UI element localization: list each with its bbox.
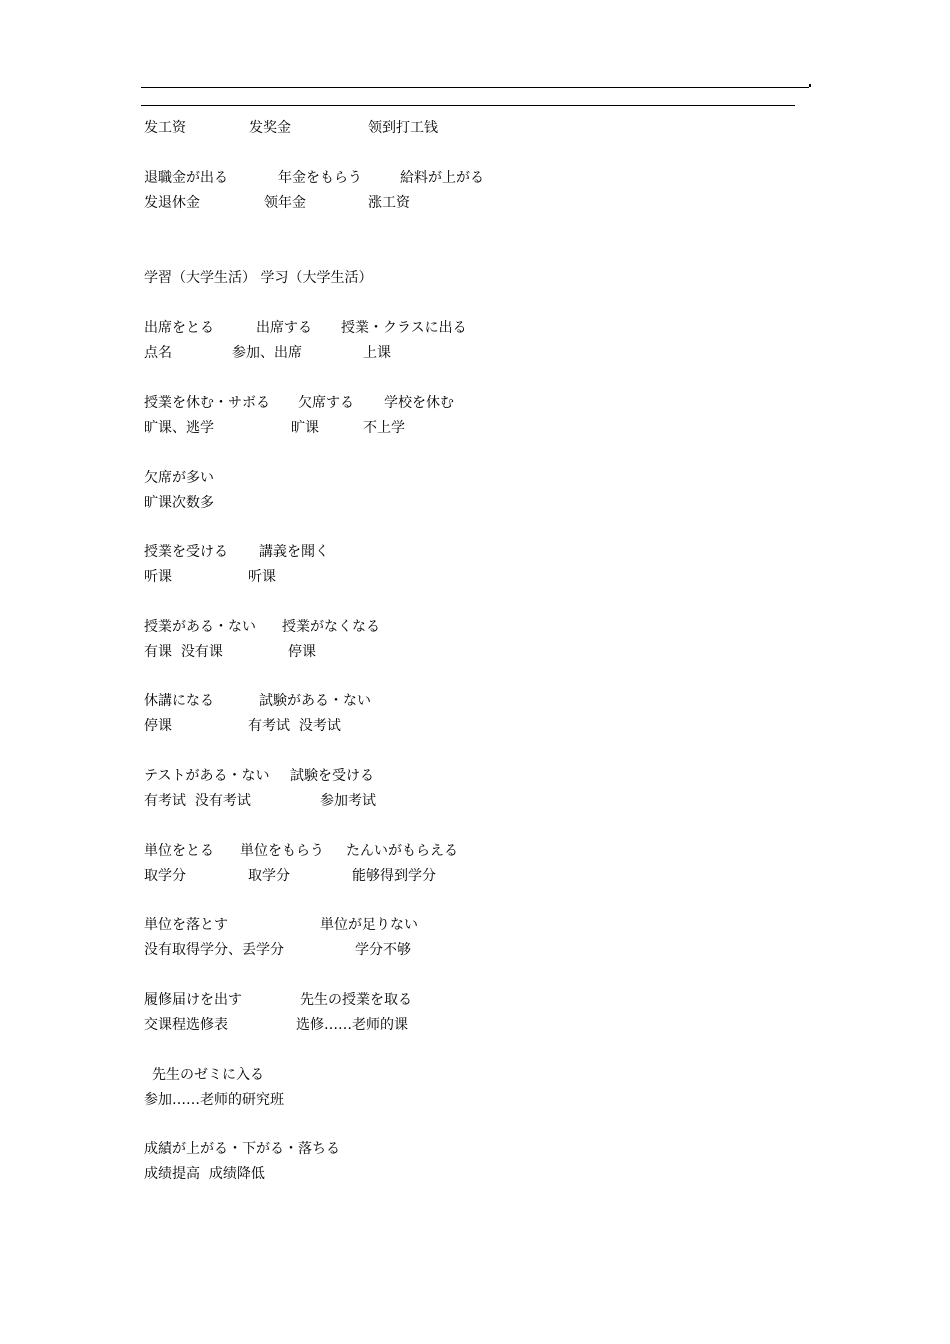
- vocab-line: [0, 418, 950, 438]
- vocab-line: [0, 168, 950, 188]
- vocab-line: [0, 866, 950, 886]
- vocab-term: 旷课、逃学: [144, 420, 214, 436]
- vocab-term: 欠席が多い: [144, 470, 214, 486]
- vocab-term: 出席する: [256, 320, 312, 336]
- vocab-term: 发工资: [144, 120, 186, 136]
- vocab-line: [0, 393, 950, 413]
- vocab-term: 旷课: [291, 420, 319, 436]
- vocab-term: たんいがもらえる: [346, 843, 458, 859]
- vocab-term: 欠席する: [298, 395, 354, 411]
- vocab-term: 发退休金: [144, 195, 200, 211]
- vocab-term: 参加考试: [320, 793, 376, 809]
- vocab-line: [0, 617, 950, 637]
- vocab-term: 年金をもらう: [278, 170, 362, 186]
- vocab-term: 単位をもらう: [240, 843, 324, 859]
- vocab-term: 选修……老师的课: [296, 1017, 408, 1033]
- vocab-term: 給料が上がる: [400, 170, 484, 186]
- vocab-term: 参加、出席: [232, 345, 302, 361]
- vocab-term: 听课: [248, 569, 276, 585]
- vocab-line: [0, 468, 950, 488]
- vocab-line: [0, 990, 950, 1010]
- vocab-line: [0, 791, 950, 811]
- vocab-term: 授業を休む・サボる: [144, 395, 270, 411]
- vocab-term: 上课: [363, 345, 391, 361]
- vocab-term: 授業がなくなる: [282, 619, 380, 635]
- vocab-term: 成績が上がる・下がる・落ちる: [144, 1141, 340, 1157]
- vocab-line: [0, 343, 950, 363]
- vocab-line: [0, 493, 950, 513]
- vocab-line: [0, 1164, 950, 1184]
- vocab-term: 有考试 没考试: [248, 718, 341, 734]
- vocab-term: 学習（大学生活） 学习（大学生活）: [144, 270, 373, 286]
- vocab-term: 取学分: [248, 868, 290, 884]
- vocab-term: 試験がある・ない: [259, 693, 371, 709]
- vocab-line: [0, 1139, 950, 1159]
- vocab-term: 講義を聞く: [259, 544, 329, 560]
- vocab-term: 授業がある・ない: [144, 619, 256, 635]
- vocab-term: 成绩提高 成绩降低: [144, 1166, 265, 1182]
- vocab-line: [0, 841, 950, 861]
- vocab-term: 停课: [144, 718, 172, 734]
- vocab-line: [0, 766, 950, 786]
- vocab-term: 休講になる: [144, 693, 214, 709]
- vocab-term: 领年金: [264, 195, 306, 211]
- vocab-term: 有考试 没有考试: [144, 793, 251, 809]
- vocab-term: 履修届けを出す: [144, 992, 242, 1008]
- header-rule-bottom: [141, 105, 795, 106]
- vocab-term: 出席をとる: [144, 320, 214, 336]
- vocab-term: 学分不够: [355, 942, 411, 958]
- vocab-term: 退職金が出る: [144, 170, 228, 186]
- vocab-line: [0, 567, 950, 587]
- vocab-term: 有课 没有课: [144, 644, 223, 660]
- vocab-line: [0, 1065, 950, 1085]
- vocab-line: [0, 1015, 950, 1035]
- vocab-term: 取学分: [144, 868, 186, 884]
- vocab-term: 发奖金: [249, 120, 291, 136]
- vocab-term: 単位をとる: [144, 843, 214, 859]
- vocab-line: [0, 940, 950, 960]
- vocab-term: 授業・クラスに出る: [341, 320, 467, 336]
- vocab-line: [0, 118, 950, 138]
- vocab-line: [0, 716, 950, 736]
- vocab-term: 交课程选修表: [144, 1017, 228, 1033]
- vocab-line: [0, 193, 950, 213]
- vocab-term: 先生の授業を取る: [300, 992, 412, 1008]
- vocab-term: 没有取得学分、丢学分: [144, 942, 284, 958]
- vocab-term: 不上学: [363, 420, 405, 436]
- header-rule-top: [141, 87, 809, 88]
- vocab-term: 能够得到学分: [352, 868, 436, 884]
- vocab-term: 点名: [144, 345, 172, 361]
- vocab-line: [0, 691, 950, 711]
- vocab-line: [0, 318, 950, 338]
- vocab-term: 先生のゼミに入る: [152, 1067, 264, 1083]
- vocab-line: [0, 915, 950, 935]
- vocab-term: 参加……老师的研究班: [144, 1092, 284, 1108]
- vocab-line: [0, 642, 950, 662]
- vocab-term: 涨工资: [368, 195, 410, 211]
- vocab-term: 単位が足りない: [320, 917, 418, 933]
- vocab-term: テストがある・ない: [144, 768, 270, 784]
- vocab-term: 学校を休む: [384, 395, 454, 411]
- vocab-term: 停课: [288, 644, 316, 660]
- vocab-term: 旷课次数多: [144, 495, 214, 511]
- vocab-line: [0, 542, 950, 562]
- vocab-term: 試験を受ける: [290, 768, 374, 784]
- vocab-line: [0, 1090, 950, 1110]
- vocab-term: 単位を落とす: [144, 917, 228, 933]
- vocab-term: 领到打工钱: [368, 120, 438, 136]
- vocab-line: [0, 268, 950, 288]
- vocab-term: 听课: [144, 569, 172, 585]
- vocab-term: 授業を受ける: [144, 544, 228, 560]
- header-rule-mark: [809, 84, 811, 87]
